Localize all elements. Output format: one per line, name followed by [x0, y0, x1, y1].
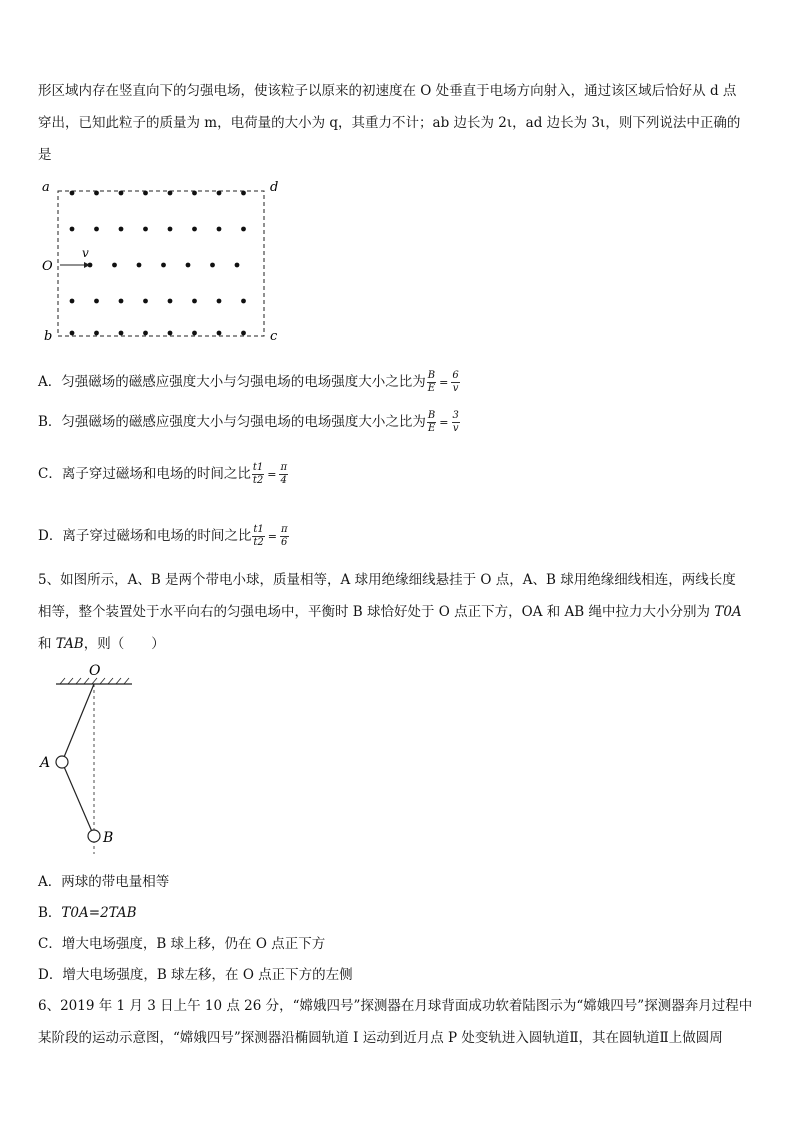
- q5-line3: [38, 635, 758, 653]
- q5-option-c: C．增大电场强度，B 球上移，仍在 O 点正下方: [38, 936, 326, 952]
- field-dot: [186, 263, 191, 268]
- label-B-ball: B: [103, 830, 114, 846]
- field-dot: [112, 263, 117, 268]
- q4-d-lhs-den: t2: [253, 537, 264, 548]
- label-d: d: [270, 180, 279, 195]
- label-a: a: [42, 180, 50, 195]
- field-dot: [119, 331, 124, 336]
- q4-c-rhs-num: π: [280, 462, 288, 473]
- q4-a-eq: =: [439, 375, 449, 389]
- q4-b-rhs-num: 3: [452, 410, 459, 421]
- q4-option-a: [38, 370, 461, 395]
- field-dot: [119, 191, 124, 196]
- field-dot: [70, 331, 75, 336]
- field-dot: [210, 263, 215, 268]
- label-O: O: [42, 259, 53, 274]
- field-dot: [168, 331, 173, 336]
- magnetic-field-dots: [70, 191, 246, 336]
- field-dot: [94, 191, 99, 196]
- field-dot: [168, 191, 173, 196]
- q4-d-eq: =: [267, 529, 277, 543]
- q4-option-d: [38, 524, 290, 549]
- q5-line3-end: ，则（ ）: [83, 636, 165, 652]
- field-dot: [137, 263, 142, 268]
- field-dot: [161, 263, 166, 268]
- field-dot: [70, 299, 75, 304]
- q6-line1: 6、2019 年 1 月 3 日上午 10 点 26 分，“嫦娥四号”探测器在月球背面成功软着陆图示为“嫦娥四号”探测器奔月过程中: [38, 998, 753, 1014]
- field-dot: [94, 331, 99, 336]
- label-c: c: [270, 329, 278, 344]
- field-dot: [94, 227, 99, 232]
- q5-option-d: D．增大电场强度，B 球左移，在 O 点正下方的左侧: [38, 967, 353, 983]
- q5-line3-and: 和: [38, 636, 52, 652]
- q4-b-lhs-den: E: [427, 423, 436, 434]
- q4-a-lhs-num: B: [427, 370, 436, 381]
- field-dot: [70, 191, 75, 196]
- q5-line2-text: 相等，整个装置处于水平向右的匀强电场中，平衡时 B 球恰好处于 O 点正下方，OA 和 AB 绳中拉力大小分别为: [38, 604, 711, 620]
- q4-d-rhs-num: π: [280, 524, 288, 535]
- ball-B: [88, 830, 100, 842]
- label-O-pivot: O: [89, 663, 101, 679]
- field-dot: [168, 227, 173, 232]
- q4-option-a-text: A．匀强磁场的磁感应强度大小与匀强电场的电场强度大小之比为: [38, 374, 426, 390]
- q4-a-rhs-den: v: [452, 383, 459, 394]
- q4-intro-line3: 是: [38, 147, 52, 163]
- q4-b-rhs-den: v: [452, 423, 459, 434]
- q4-a-lhs-den: E: [427, 383, 436, 394]
- q5-pendulum-figure: [38, 662, 148, 862]
- field-dot: [192, 331, 197, 336]
- q4-a-rhs-num: 6: [452, 370, 459, 381]
- field-dot: [119, 227, 124, 232]
- q5-tab: TAB: [55, 636, 84, 652]
- q4-b-lhs-num: B: [427, 410, 436, 421]
- q5-option-b: [38, 904, 137, 922]
- field-dot: [94, 299, 99, 304]
- q4-option-c: [38, 462, 289, 487]
- q5-t0a: T0A: [714, 604, 742, 620]
- q4-c-eq: =: [267, 467, 277, 481]
- q4-b-eq: =: [439, 415, 449, 429]
- q4-d-rhs-den: 6: [281, 537, 288, 548]
- field-dot: [192, 227, 197, 232]
- field-dot: [192, 299, 197, 304]
- field-dot: [143, 191, 148, 196]
- label-v: v: [82, 246, 89, 260]
- q6-line2: 某阶段的运动示意图，“嫦娥四号”探测器沿椭圆轨道 I 运动到近月点 P 处变轨进入圆轨道Ⅱ，其在圆轨道Ⅱ上做圆周: [38, 1030, 723, 1046]
- field-dot: [241, 299, 246, 304]
- field-dot: [217, 227, 222, 232]
- q4-option-b: [38, 410, 461, 435]
- q4-d-lhs-num: t1: [253, 524, 264, 535]
- thread-OA: [62, 684, 94, 762]
- q4-intro-line2: 穿出，已知此粒子的质量为 m，电荷量的大小为 q，其重力不计；ab 边长为 2ι，ad 边长为 3ι，则下列说法中正确的: [38, 115, 741, 131]
- q4-c-rhs-den: 4: [280, 475, 287, 486]
- field-dot: [143, 227, 148, 232]
- label-b: b: [44, 329, 53, 344]
- q4-field-figure: [38, 176, 288, 346]
- field-dot: [235, 263, 240, 268]
- field-dot: [119, 299, 124, 304]
- field-dot: [217, 331, 222, 336]
- q4-option-d-text: D．离子穿过磁场和电场的时间之比: [38, 528, 252, 544]
- q4-option-c-text: C．离子穿过磁场和电场的时间之比: [38, 466, 251, 482]
- q5-option-b-prefix: B．: [38, 905, 62, 921]
- field-dot: [192, 191, 197, 196]
- q5-line1: 5、如图所示，A、B 是两个带电小球，质量相等，A 球用绝缘细线悬挂于 O 点，A、B 球用绝缘细线相连，两线长度: [38, 572, 736, 588]
- ball-A: [56, 756, 68, 768]
- q5-line2: [38, 603, 758, 621]
- field-dot: [168, 299, 173, 304]
- thread-AB: [62, 762, 93, 834]
- field-dot: [241, 331, 246, 336]
- q4-c-lhs-den: t2: [252, 475, 264, 486]
- q4-c-lhs-num: t1: [252, 462, 264, 473]
- field-dot: [217, 299, 222, 304]
- q4-option-b-text: B．匀强磁场的磁感应强度大小与匀强电场的电场强度大小之比为: [38, 414, 426, 430]
- q5-option-b-expr: T0A=2TAB: [61, 905, 137, 921]
- field-dot: [70, 227, 75, 232]
- field-dot: [143, 331, 148, 336]
- q5-option-a: A．两球的带电量相等: [38, 874, 170, 890]
- field-dot: [241, 191, 246, 196]
- label-A-ball: A: [40, 755, 51, 771]
- field-dot: [241, 227, 246, 232]
- q4-intro-line1: 形区域内存在竖直向下的匀强电场，使该粒子以原来的初速度在 O 处垂直于电场方向射入，通过该区域后恰好从 d 点: [38, 83, 737, 99]
- field-dot: [143, 299, 148, 304]
- field-dot: [217, 191, 222, 196]
